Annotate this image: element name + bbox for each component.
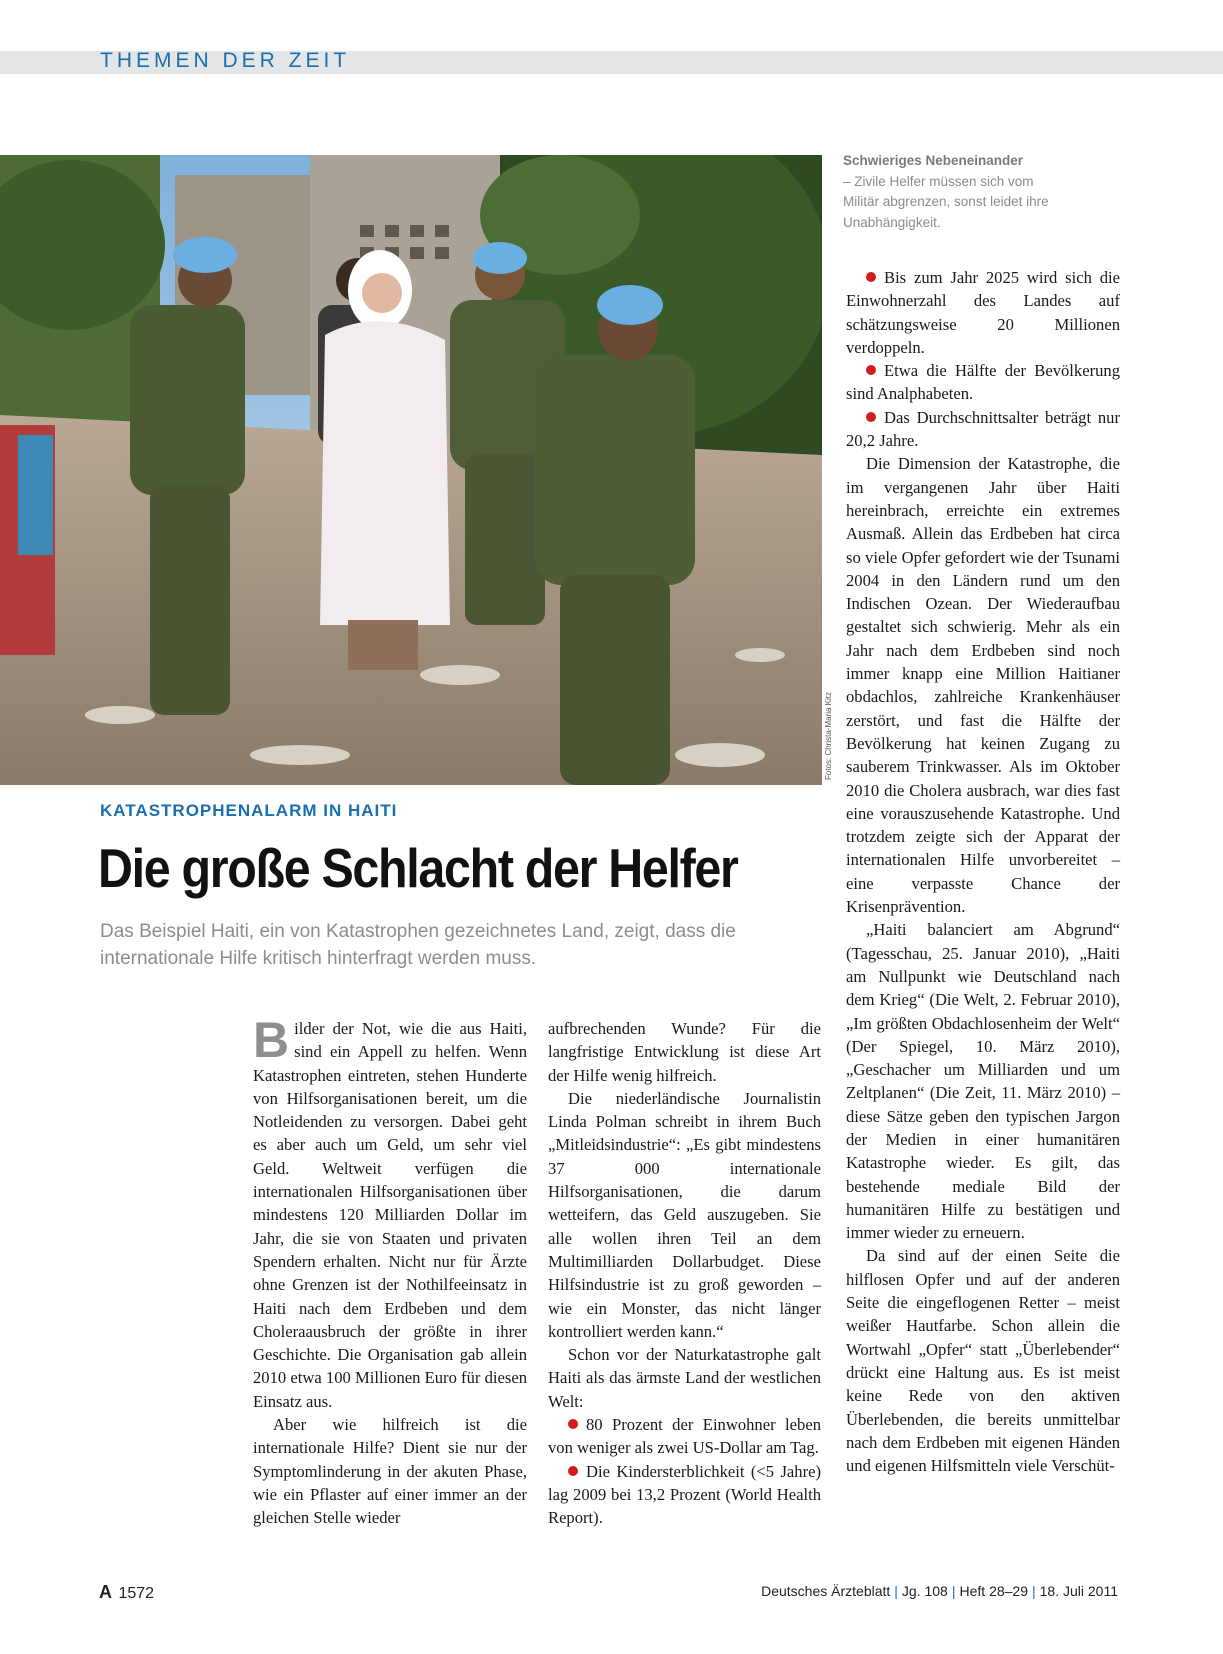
bullet-list-item <box>548 1460 821 1530</box>
bullet-dot-icon <box>568 1466 578 1476</box>
bullet-list-item <box>846 359 1120 406</box>
journal-date: 18. Juli 2011 <box>1039 1583 1118 1599</box>
paragraph <box>253 1012 527 1413</box>
article-photo <box>0 155 822 785</box>
bullet-dot-icon <box>866 365 876 375</box>
paragraph-text: ilder der Not, wie die aus Haiti, sind ein Appell zu helfen. Wenn Katastrophen eintreten, stehen Hunderte von Hilfsorganisationen bereit, um die Notleidenden zu versorgen. Dabei geht es aber auch um Geld, um sehr viel Geld. Weltweit verfügen die internationalen Hilfsorganisationen über mindestens 120 Milliarden Dollar im Jahr, die sie von Staaten und privaten Spendern erhalten. Nicht nur für Ärzte ohne Grenzen ist der Nothilfeeinsatz in Haiti nach dem Erdbeben und dem Choleraausbruch der größte in ihrer Geschichte. Die Organisation gab allein 2010 etwa 100 Millionen Euro für diesen Einsatz aus. <box>253 1019 527 1411</box>
page-number <box>99 1582 154 1603</box>
article-headline: Die große Schlacht der Helfer <box>98 837 738 899</box>
bullet-text: Das Durchschnittsalter beträgt nur 20,2 Jahre. <box>846 407 1120 451</box>
separator: | <box>951 1583 956 1599</box>
bullet-dot-icon <box>866 412 876 422</box>
article-column-1 <box>253 1012 527 1530</box>
bullet-list-item <box>846 406 1120 453</box>
bullet-list-item <box>846 266 1120 359</box>
paragraph: Schon vor der Naturkatastrophe galt Haiti als das ärmste Land der westlichen Welt: <box>548 1345 821 1411</box>
bullet-dot-icon <box>568 1419 578 1429</box>
paragraph: Aber wie hilfreich ist die internationale Hilfe? Dient sie nur der Symptomlinderung in der akuten Phase, wie ein Pflaster auf einer immer an der gleichen Stelle wieder <box>253 1415 527 1528</box>
page-letter: A <box>99 1582 112 1602</box>
drop-cap: B <box>253 1012 290 1068</box>
bullet-text: 80 Prozent der Einwohner leben von weniger als zwei US-Dollar am Tag. <box>548 1415 821 1458</box>
journal-issue: Heft 28–29 <box>959 1583 1028 1599</box>
bullet-text: Etwa die Hälfte der Bevölkerung sind Analphabeten. <box>846 361 1120 404</box>
article-kicker: KATASTROPHENALARM IN HAITI <box>100 801 398 820</box>
separator: | <box>1032 1583 1036 1599</box>
paragraph: „Haiti balanciert am Abgrund“ (Tagesschau, 25. Januar 2010), „Haiti am Nullpunkt wie Deutschland nach dem Krieg“ (Die Welt, 2. Februar 2010), „Im größten Obdachlosenheim der Welt“ (Der Spiegel, 10. März 2010), „Geschacher um Milliarden und um Zeltplanen“ (Die Zeit, 11. März 2010) – diese Sätze geben den typischen Jargon der Medien in einer humanitären Katastrophe wieder. Es gilt, das bestehende mediale Bild der humanitären Hilfe zu bestätigen und immer wieder zu erneuern. <box>846 920 1120 1243</box>
article-column-3 <box>846 266 1120 1477</box>
bullet-text: Die Kindersterblichkeit (<5 Jahre) lag 2009 bei 13,2 Prozent (World Health Report). <box>548 1461 821 1528</box>
caption-title: Schwieriges Nebeneinander <box>843 153 1024 168</box>
separator: | <box>894 1583 898 1599</box>
journal-volume: Jg. 108 <box>901 1583 948 1599</box>
journal-info <box>761 1583 1118 1599</box>
caption-text: – Zivile Helfer müssen sich vom Militär abgrenzen, sonst leidet ihre Unabhängigkeit. <box>843 173 1049 230</box>
bullet-dot-icon <box>866 272 876 282</box>
photo-credit: Fotos: Christa-Maria Kitz <box>824 691 833 780</box>
paragraph: Da sind auf der einen Seite die hilflosen Opfer und auf der anderen Seite die eingeflogenen Retter – meist weißer Hautfarbe. Schon allein die Wortwahl „Opfer“ statt „Überlebender“ drückt eine Haltung aus. Es ist meist keine Rede von den aktiven Überlebenden, die bereits unmittelbar nach dem Erdbeben mit eigenen Händen und eigenen Hilfsmitteln viele Verschüt- <box>846 1246 1120 1476</box>
bullet-text: Bis zum Jahr 2025 wird sich die Einwohnerzahl des Landes auf schätzungsweise 20 Millionen verdoppeln. <box>846 268 1120 357</box>
paragraph: aufbrechenden Wunde? Für die langfristige Entwicklung ist diese Art der Hilfe wenig hilfreich. <box>548 1019 821 1085</box>
article-column-2 <box>548 1017 821 1530</box>
page-number-value: 1572 <box>118 1585 155 1602</box>
article-subhead: Das Beispiel Haiti, ein von Katastrophen gezeichnetes Land, zeigt, dass die internationale Hilfe kritisch hinterfragt werden muss. <box>100 921 736 969</box>
bullet-list-item <box>548 1413 821 1460</box>
photo-caption <box>843 151 1073 233</box>
section-label: THEMEN DER ZEIT <box>100 49 351 72</box>
paragraph: Die Dimension der Katastrophe, die im vergangenen Jahr über Haiti hereinbrach, erreichte ein extremes Ausmaß. Allein das Erdbeben hat circa so viele Opfer gefordert wie der Tsunami 2004 in den Ländern rund um den Indischen Ozean. Der Wiederaufbau gestaltet sich schwierig. Mehr als ein Jahr nach dem Erdbeben sind noch immer knapp eine Million Haitianer obdachlos, zahlreiche Krankenhäuser zerstört, und fast die Hälfte der Bevölkerung hat keinen Zugang zu sauberem Trinkwasser. Als im Oktober 2010 die Cholera ausbrach, war dies fast eine vorauszusehende Katastrophe. Und trotzdem zeigte sich der Apparat der internationalen Hilfe unvorbereitet – eine verpasste Chance der Krisenprävention. <box>846 454 1120 917</box>
journal-name: Deutsches Ärzteblatt <box>761 1583 891 1599</box>
paragraph: Die niederländische Journalistin Linda Polman schreibt in ihrem Buch „Mitleidsindustrie“: „Es gibt mindestens 37 000 internationale Hilfsorganisationen, die darum wetteifern, das Geld auszugeben. Sie alle wollen ihren Teil an dem Multimilliarden Dollarbudget. Diese Hilfsindustrie ist zu groß geworden – wie ein Monster, das nicht länger kontrolliert werden kann.“ <box>548 1088 821 1341</box>
